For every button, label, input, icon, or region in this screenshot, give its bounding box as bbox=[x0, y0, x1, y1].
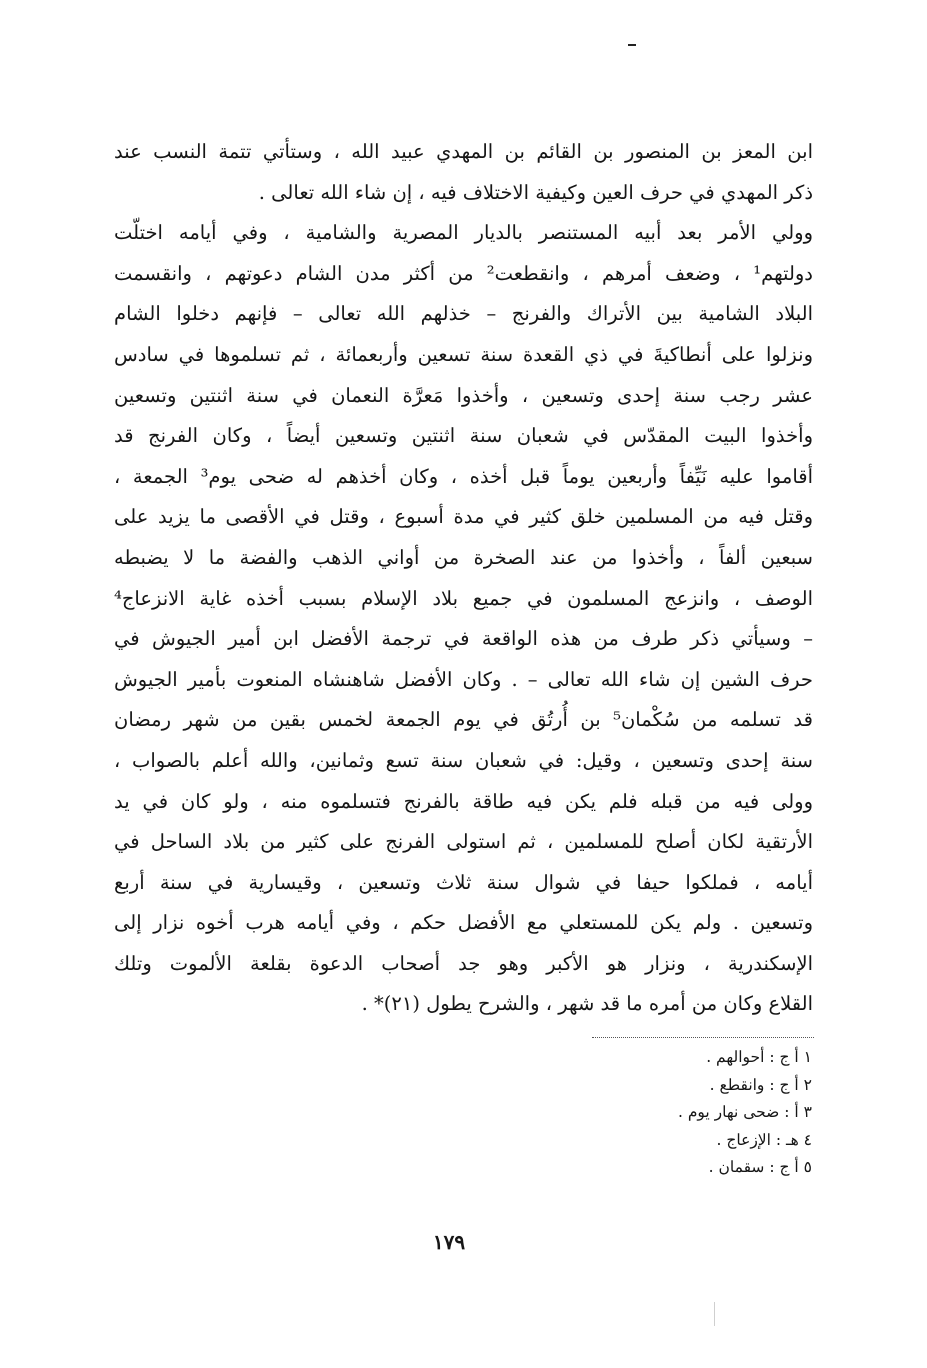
body-line: وولى فيه من قبله فلم يكن فيه طاقة بالفرنج فتسلموه منه ، ولو كان في يد bbox=[114, 789, 813, 813]
body-line: – وسيأتي ذكر طرف من هذه الواقعة في ترجمة الأفضل ابن أمير الجيوش في bbox=[114, 627, 813, 651]
main-text-block bbox=[114, 132, 813, 1025]
body-line: وقتل فيه من المسلمين خلق كثير في مدة أسبوع ، وقتل في الأقصى ما يزيد على bbox=[114, 505, 813, 529]
body-line: ذكر المهدي في حرف العين وكيفية الاختلاف فيه ، إن شاء الله تعالى . bbox=[258, 180, 813, 204]
body-line: أقاموا عليه نَيِّفاً وأربعين يوماً قبل أخذه ، وكان أخذهم له ضحى يوم³ الجمعة ، bbox=[114, 464, 813, 488]
body-line: الأرتقية لكان أصلح للمسلمين ، ثم استولى الفرنج على كثير من بلاد الساحل في bbox=[114, 830, 813, 854]
body-line: قد تسلمه من سُكْمان⁵ بن أُرتُق في يوم الجمعة لخمس بقين من شهر رمضان bbox=[114, 708, 813, 732]
body-line: عشر رجب سنة إحدى وتسعين ، وأخذوا مَعرَّة النعمان في سنة اثنتين وتسعين bbox=[114, 383, 813, 407]
footnotes bbox=[452, 1044, 812, 1182]
body-line: وأخذوا البيت المقدّس في شعبان سنة اثنتين وتسعين أيضاً ، وكان الفرنج قد bbox=[114, 424, 813, 448]
footnote: ٣ أ : ضحى نهار يوم . bbox=[677, 1103, 812, 1122]
body-line: حرف الشين إن شاء الله تعالى – . وكان الأفضل شاهنشاه المنعوت بأمير الجيوش bbox=[114, 667, 813, 691]
body-line: القلاع وكان من أمره ما قد شهر ، والشرح يطول (٢١)* . bbox=[361, 992, 813, 1016]
body-line: الإسكندرية ، ونزار هو الأكبر وهو جد أصحاب الدعوة بقلعة الألموت وتلك bbox=[114, 951, 813, 975]
footnote: ٢ أ ج : وانقطع . bbox=[709, 1075, 812, 1094]
body-line: أيامه ، فملكوا حيفا في شوال سنة ثلاث وتسعين ، وقيسارية في سنة أربع bbox=[114, 870, 813, 894]
body-line: الوصف ، وانزعج المسلمون في جميع بلاد الإسلام بسبب أخذه غاية الانزعاج⁴ bbox=[114, 586, 813, 610]
footnote: ١ أ ج : أحوالهم . bbox=[706, 1048, 812, 1066]
body-line: سبعين ألفاً ، وأخذوا من عند الصخرة من أواني الذهب والفضة ما لا يضبطه bbox=[114, 545, 813, 569]
footnote-separator bbox=[592, 1037, 814, 1038]
paper-scratch-mark bbox=[714, 1302, 715, 1326]
body-line: وولي الأمر بعد أبيه المستنصر بالديار المصرية والشامية ، وفي أيامه اختلّت bbox=[114, 221, 813, 245]
footnote: ٥ أ ج : سقمان . bbox=[708, 1158, 812, 1177]
body-line: سنة إحدى وتسعين ، وقيل: في شعبان سنة تسع وثمانين، والله أعلم بالصواب ، bbox=[114, 748, 813, 772]
body-line: البلاد الشامية بين الأتراك والفرنج – خذلهم الله تعالى – فإنهم دخلوا الشام bbox=[114, 302, 813, 326]
body-line: ونزلوا على أنطاكيةَ في ذي القعدة سنة تسعين وأربعمائة ، ثم تسلموها في سادس bbox=[114, 342, 813, 366]
body-line: وتسعين . ولم يكن للمستعلي مع الأفضل حكم ، وفي أيامه هرب أخوه نزار إلى bbox=[114, 911, 813, 935]
footnote: ٤ هـ : الإزعاج . bbox=[716, 1130, 812, 1149]
page-number: ١٧٩ bbox=[432, 1230, 466, 1254]
body-line: دولتهم¹ ، وضعف أمرهم ، وانقطعت² من أكثر مدن الشام دعوتهم ، وانقسمت bbox=[114, 261, 813, 285]
top-ink-mark bbox=[628, 44, 636, 46]
body-line: ابن المعز بن المنصور بن القائم بن المهدي عبيد الله ، وستأتي تتمة النسب عند bbox=[114, 140, 813, 163]
